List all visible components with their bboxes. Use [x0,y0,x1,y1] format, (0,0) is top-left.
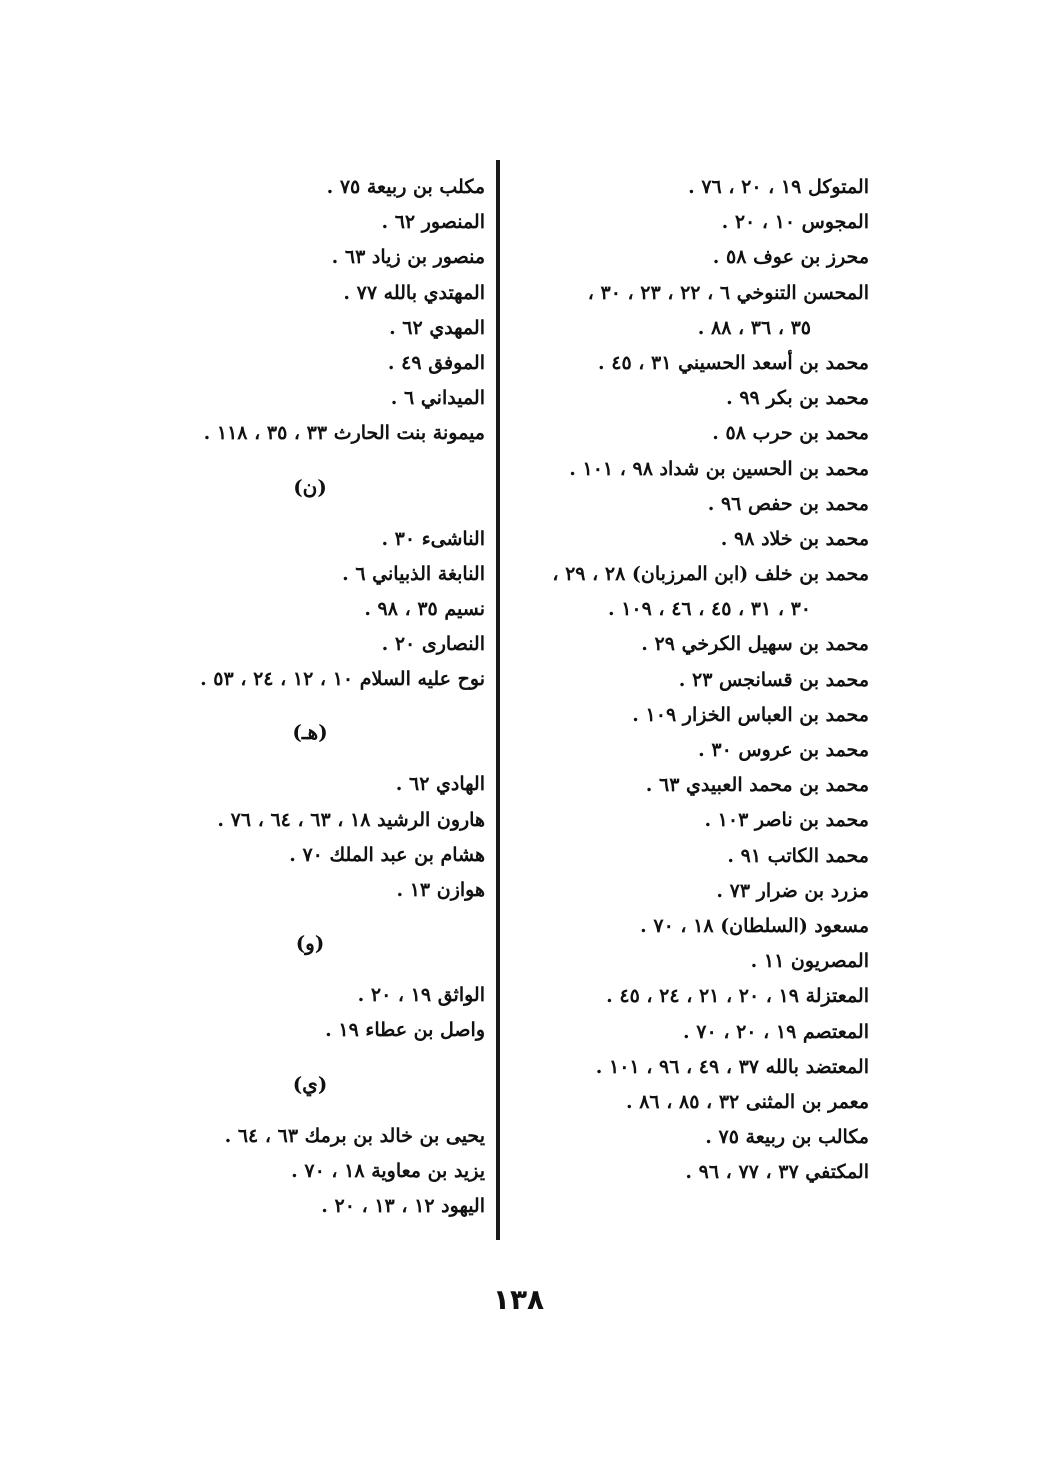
index-entry: المعتزلة ١٩ ، ٢٠ ، ٢١ ، ٢٤ ، ٤٥ . [606,985,869,1008]
index-entry: يزيد بن معاوية ١٨ ، ٧٠ . [291,1159,485,1182]
index-entry: محمد بن سهيل الكرخي ٢٩ . [641,633,869,656]
index-entry-continuation: ٣٠ ، ٣١ ، ٤٥ ، ٤٦ ، ١٠٩ . [607,598,811,621]
index-entry: النابغة الذبياني ٦ . [342,562,485,585]
index-entry: الموفق ٤٩ . [387,351,485,374]
index-entry: المهتدي بالله ٧٧ . [343,281,485,304]
index-entry: محمد بن حفص ٩٦ . [707,492,869,515]
index-entry: محمد بن خلف (ابن المرزبان) ٢٨ ، ٢٩ ، [552,563,869,586]
index-entry: نوح عليه السلام ١٠ ، ١٢ ، ٢٤ ، ٥٣ . [200,668,485,691]
index-entry: محمد بن عروس ٣٠ . [698,739,869,761]
index-entry: محمد بن قسانجس ٢٣ . [678,668,869,691]
index-entry: معمر بن المثنى ٣٢ ، ٨٥ ، ٨٦ . [625,1090,869,1113]
right-column [509,170,869,1190]
index-entry: مكالب بن ربيعة ٧٥ . [705,1126,869,1149]
index-entry: هشام بن عبد الملك ٧٠ . [289,843,485,866]
index-entry: المنصور ٦٢ . [381,211,485,234]
index-entry: مكلب بن ربيعة ٧٥ . [326,176,485,198]
index-entry: محمد بن الحسين بن شداد ٩٨ ، ١٠١ . [569,457,869,480]
column-divider [496,160,500,1240]
index-entry: محمد بن ناصر ١٠٣ . [704,809,869,832]
index-entry: الميداني ٦ . [390,387,485,410]
index-entry: يحيى بن خالد بن برمك ٦٣ ، ٦٤ . [224,1124,485,1147]
section-heading-nun: (ن) [293,474,327,499]
index-entry: محمد بن العباس الخزار ١٠٩ . [632,703,869,726]
page-number: ١٣٨ [492,1283,545,1316]
index-entry: محمد بن خلاد ٩٨ . [720,527,869,550]
index-entry: المعتضد بالله ٣٧ ، ٤٩ ، ٩٦ ، ١٠١ . [595,1055,869,1078]
section-heading-ya: (ي) [292,1071,328,1096]
index-entry: محرز بن عوف ٥٨ . [712,246,869,269]
index-entry: الهادي ٦٢ . [395,773,485,796]
index-entry: محمد بن حرب ٥٨ . [712,422,869,445]
index-entry: المجوس ١٠ ، ٢٠ . [721,211,869,234]
section-heading-waw: (و) [295,931,325,956]
index-entry: محمد بن أسعد الحسيني ٣١ ، ٤٥ . [598,351,869,374]
index-entry: مسعود (السلطان) ١٨ ، ٧٠ . [640,914,869,937]
index-entry: نسيم ٣٥ ، ٩٨ . [364,597,485,620]
index-entry: مزرد بن ضرار ٧٣ . [716,879,869,902]
index-entry: محمد الكاتب ٩١ . [727,844,869,867]
index-entry: الواثق ١٩ ، ٢٠ . [357,984,485,1007]
index-entry: واصل بن عطاء ١٩ . [325,1019,485,1042]
index-entry: المعتصم ١٩ ، ٢٠ ، ٧٠ . [683,1020,869,1043]
index-entry-continuation: ٣٥ ، ٣٦ ، ٨٨ . [697,316,811,339]
index-entry: هارون الرشيد ١٨ ، ٦٣ ، ٦٤ ، ٧٦ . [217,808,485,831]
index-entry: محمد بن بكر ٩٩ . [726,387,869,410]
index-entry: المكتفي ٣٧ ، ٧٧ ، ٩٦ . [685,1161,869,1184]
index-entry: النصارى ٢٠ . [381,633,485,656]
index-entry: اليهود ١٢ ، ١٣ ، ٢٠ . [321,1194,485,1217]
index-entry: ميمونة بنت الحارث ٣٣ ، ٣٥ ، ١١٨ . [203,422,485,445]
index-entry: المصريون ١١ . [750,950,869,973]
index-entry: محمد بن محمد العبيدي ٦٣ . [645,774,869,797]
index-entry: هوازن ١٣ . [396,879,485,901]
index-entry: المحسن التنوخي ٦ ، ٢٢ ، ٢٣ ، ٣٠ ، [587,281,869,304]
index-entry: المتوكل ١٩ ، ٢٠ ، ٧٦ . [688,176,869,198]
left-column [105,170,485,1224]
section-heading-ha: (هـ) [292,720,328,745]
index-entry: المهدي ٦٢ . [389,316,485,339]
index-entry: منصور بن زياد ٦٣ . [331,246,485,269]
index-entry: الناشىء ٣٠ . [381,527,485,550]
